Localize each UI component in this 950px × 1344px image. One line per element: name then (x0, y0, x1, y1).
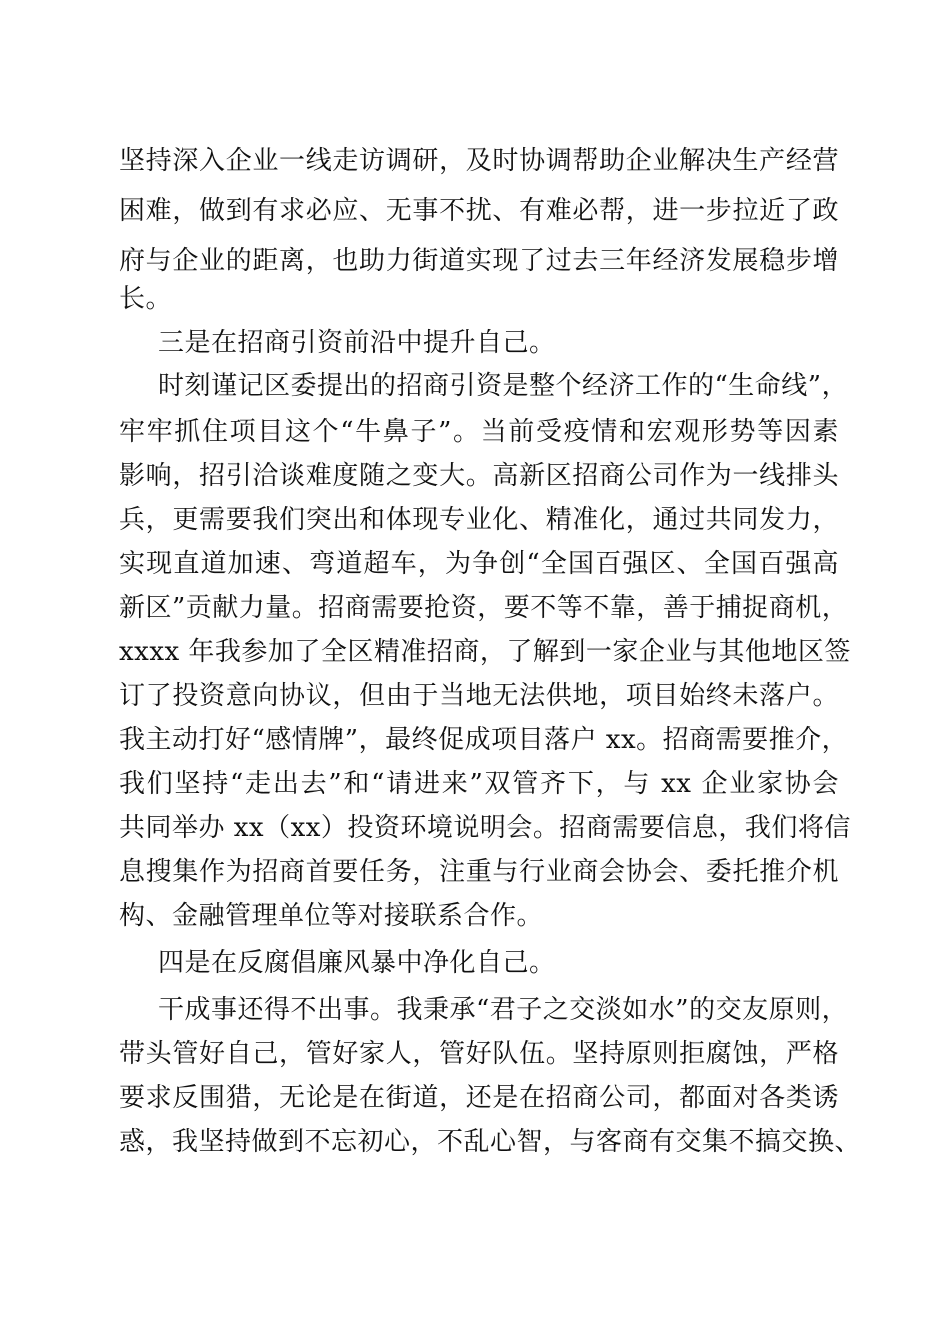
paragraph-line: 新区”贡献力量。招商需要抢资，要不等不靠，善于捕捉商机， (119, 593, 849, 623)
paragraph-line: 订了投资意向协议，但由于当地无法供地，项目始终未落户。 (119, 681, 839, 711)
paragraph-line: 共同举办 xx（xx）投资环境说明会。招商需要信息，我们将信 (119, 813, 851, 843)
paragraph-line: 影响，招引洽谈难度随之变大。高新区招商公司作为一线排头 (119, 461, 839, 491)
paragraph-line: 实现直道加速、弯道超车，为争创“全国百强区、全国百强高 (119, 549, 839, 579)
paragraph-line: 我主动打好“感情牌”，最终促成项目落户 xx。招商需要推介， (119, 725, 849, 755)
paragraph-line: 兵，更需要我们突出和体现专业化、精准化，通过共同发力， (119, 505, 839, 535)
paragraph-line: 府与企业的距离，也助力街道实现了过去三年经济发展稳步增 (119, 246, 839, 276)
paragraph-line: 困难，做到有求必应、无事不扰、有难必帮，进一步拉近了政 (119, 196, 839, 226)
paragraph-line: 干成事还得不出事。我秉承“君子之交淡如水”的交友原则， (158, 995, 849, 1025)
paragraph-line: 要求反围猎，无论是在街道，还是在招商公司，都面对各类诱 (119, 1083, 839, 1113)
paragraph-line: 长。 (119, 284, 173, 314)
paragraph-line: 时刻谨记区委提出的招商引资是整个经济工作的“生命线”， (158, 371, 849, 401)
paragraph-line: 坚持深入企业一线走访调研，及时协调帮助企业解决生产经营 (119, 146, 839, 176)
paragraph-line: 息搜集作为招商首要任务，注重与行业商会协会、委托推介机 (119, 857, 839, 887)
paragraph-line: 惑，我坚持做到不忘初心，不乱心智，与客商有交集不搞交换、 (119, 1127, 862, 1157)
paragraph-line: 带头管好自己，管好家人，管好队伍。坚持原则拒腐蚀，严格 (119, 1039, 839, 1069)
paragraph-line: xxxx 年我参加了全区精准招商，了解到一家企业与其他地区签 (119, 637, 851, 667)
paragraph-line: 我们坚持“走出去”和“请进来”双管齐下，与 xx 企业家协会 (119, 769, 839, 799)
paragraph-line: 构、金融管理单位等对接联系合作。 (119, 901, 544, 931)
section-heading-3: 三是在招商引资前沿中提升自己。 (158, 328, 556, 358)
paragraph-line: 牢牢抓住项目这个“牛鼻子”。当前受疫情和宏观形势等因素 (119, 417, 839, 447)
section-heading-4: 四是在反腐倡廉风暴中净化自己。 (158, 948, 556, 978)
